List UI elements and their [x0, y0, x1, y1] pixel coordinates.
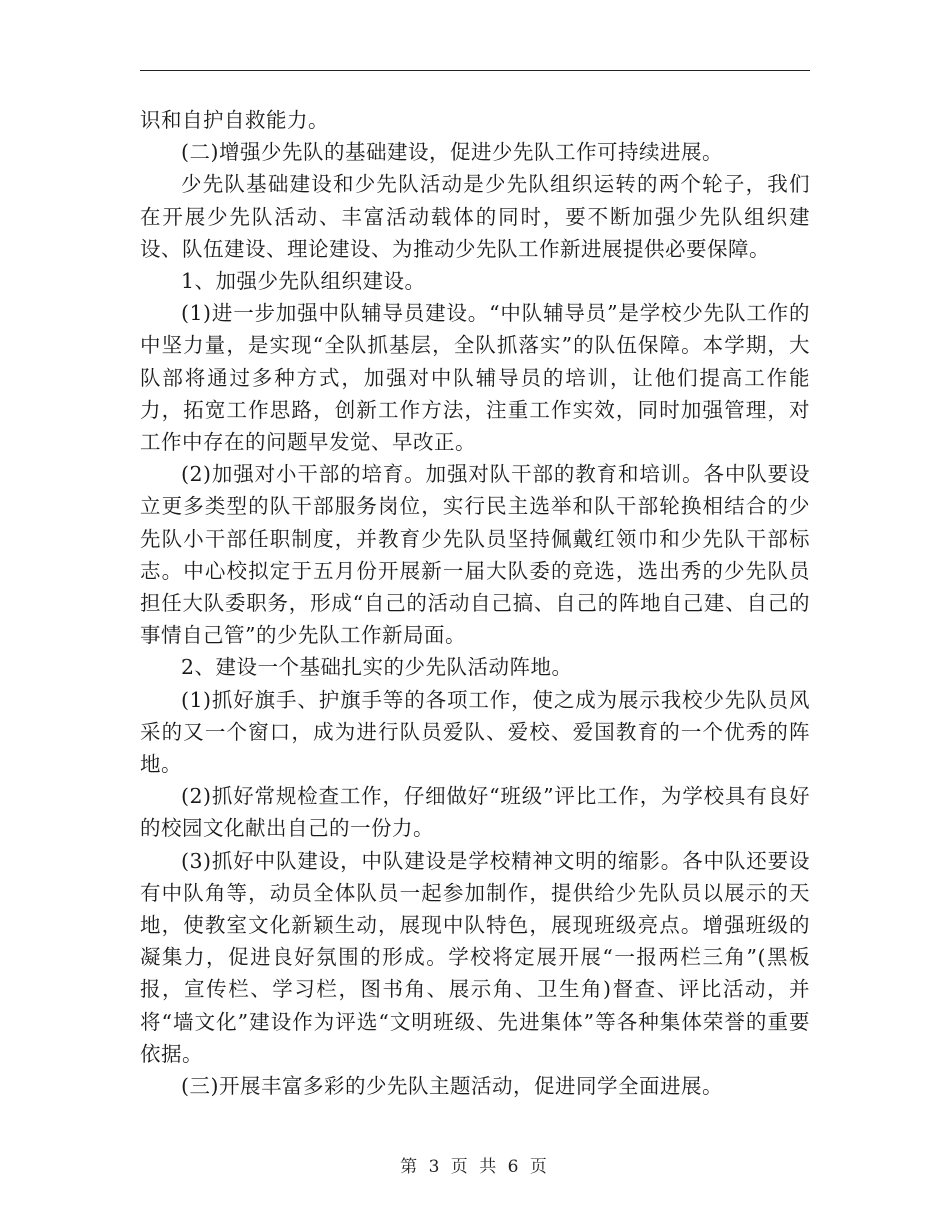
- paragraph-8: (1)抓好旗手、护旗手等的各项工作，使之成为展示我校少先队员风采的又一个窗口，成为进行队员爱队、爱校、爱国教育的一个优秀的阵地。: [140, 687, 810, 777]
- paragraph-11: (三)开展丰富多彩的少先队主题活动，促进同学全面进展。: [181, 1074, 723, 1099]
- header-divider: [140, 70, 810, 71]
- paragraph-2: (二)增强少先队的基础建设，促进少先队工作可持续进展。: [181, 140, 723, 165]
- paragraph-4: 1、加强少先队组织建设。: [181, 269, 426, 294]
- paragraph-1: 识和自护自救能力。: [140, 108, 329, 132]
- page-number-footer: 第 3 页 共 6 页: [400, 1157, 550, 1177]
- paragraph-7: 2、建设一个基础扎实的少先队活动阵地。: [181, 655, 573, 680]
- paragraph-6: (2)加强对小干部的培育。加强对队干部的教育和培训。各中队要设立更多类型的队干部服务岗位，实行民主选举和队干部轮换相结合的少先队小干部任职制度，并教育少先队员坚持佩戴红领巾和少先队干部标志。中心校拟定于五月份开展新一届大队委的竞选，选出秀的少先队员担任大队委职务，形成“自己的活动自己搞、自己的阵地自己建、自己的事情自己管”的少先队工作新局面。: [140, 462, 810, 648]
- paragraph-9: (2)抓好常规检查工作，仔细做好“班级”评比工作，为学校具有良好的校园文化献出自己的一份力。: [140, 784, 810, 841]
- paragraph-3: 少先队基础建设和少先队活动是少先队组织运转的两个轮子，我们在开展少先队活动、丰富活动载体的同时，要不断加强少先队组织建设、队伍建设、理论建设、为推动少先队工作新进展提供必要保障。: [140, 172, 810, 261]
- paragraph-10: (3)抓好中队建设，中队建设是学校精神文明的缩影。各中队还要设有中队角等，动员全体队员一起参加制作，提供给少先队员以展示的天地，使教室文化新颖生动，展现中队特色，展现班级亮点。增强班级的凝集力，促进良好氛围的形成。学校将定展开展“一报两栏三角”(黑板报，宣传栏、学习栏，图书角、展示角、卫生角)督查、评比活动，并将“墙文化”建设作为评选“文明班级、先进集体”等各种集体荣誉的重要依据。: [140, 848, 810, 1066]
- paragraph-5: (1)进一步加强中队辅导员建设。“中队辅导员”是学校少先队工作的中坚力量，是实现“全队抓基层，全队抓落实”的队伍保障。本学期，大队部将通过多种方式，加强对中队辅导员的培训，让他们提高工作能力，拓宽工作思路，创新工作方法，注重工作实效，同时加强管理，对工作中存在的问题早发觉、早改正。: [140, 301, 810, 455]
- document-body: [140, 104, 810, 1102]
